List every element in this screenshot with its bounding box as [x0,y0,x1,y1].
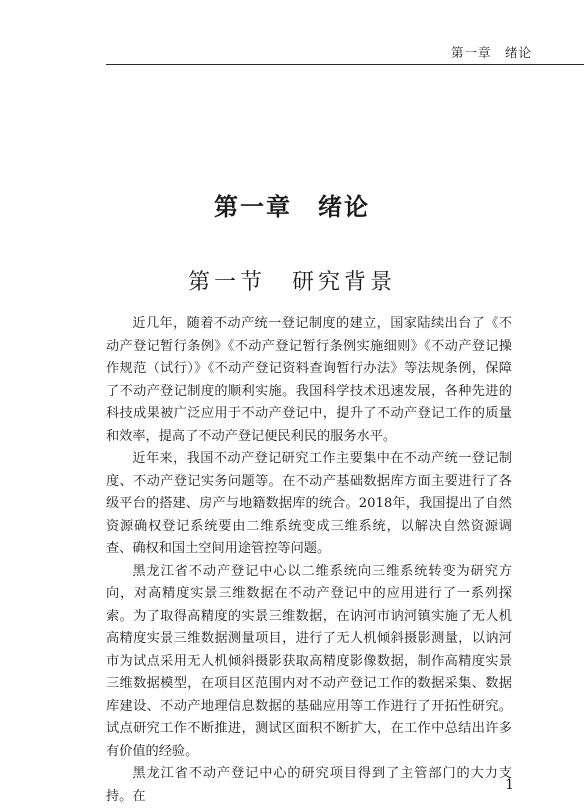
chapter-title: 第一章 绪论 [214,193,370,221]
running-head [0,43,584,65]
paragraph: 近年来，我国不动产登记研究工作主要集中在不动产统一登记制度、不动产登记实务问题等。在不动产基础数据库方面主要进行了各级平台的搭建、房产与地籍数据库的统合。2018年，我国提出了自然资源确权登记系统要由二维系统变成三维系统，以解决自然资源调查、确权和国土空间用途管控等问题。 [106,451,512,556]
body-text [106,313,512,808]
paragraph: 近几年，随着不动产统一登记制度的建立，国家陆续出台了《不动产登记暂行条例》《不动产登记暂行条例实施细则》《不动产登记操作规范（试行）》《不动产登记资料查询暂行办法》等法规条例，保障了不动产登记制度的顺利实施。我国科学技术迅速发展，各种先进的科技成果被广泛应用于不动产登记中，提升了不动产登记工作的质量和效率，提高了不动产登记便民利民的服务水平。 [106,316,512,444]
header-rule [106,64,584,65]
page-number: 1 [505,777,514,793]
paragraph: 黑龙江省不动产登记中心的研究项目得到了主管部门的大力支持。在 [106,766,512,804]
section-title: 第一节 研究背景 [187,270,396,295]
paragraph: 黑龙江省不动产登记中心以二维系统向三维系统转变为研究方向，对高精度实景三维数据在不动产登记中的应用进行了一系列探索。为了取得高精度的实景三维数据，在讷河市讷河镇实施了无人机高精度实景三维数据测量项目，进行了无人机倾斜摄影测量，以讷河市为试点采用无人机倾斜摄影获取高精度影像数据，制作高精度实景三维数据模型，在项目区范围内对不动产登记工作的数据采集、数据库建设、不动产地理信息数据的基础应用等工作进行了开拓性研究。试点研究工作不断推进，测试区面积不断扩大，在工作中总结出许多有价值的经验。 [106,563,512,759]
running-head-text: 第一章 绪论 [450,45,532,60]
